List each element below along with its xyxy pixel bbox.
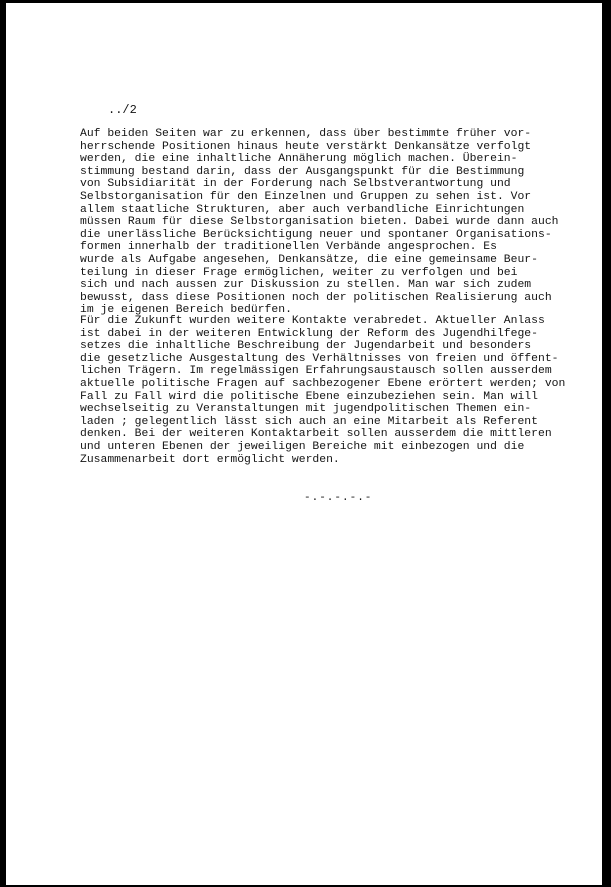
page-reference: ../2 xyxy=(108,103,137,117)
paragraph-line: sich und nach aussen zur Diskussion zu stellen. Man war sich zudem xyxy=(80,279,532,292)
paragraph-line: Fall zu Fall wird die politische Ebene einzubeziehen sein. Man will xyxy=(80,390,538,403)
paragraph-line: werden, die eine inhaltliche Annäherung möglich machen. Überein- xyxy=(80,153,518,166)
paragraph-line: wechselseitig zu Veranstaltungen mit jugendpolitischen Themen ein- xyxy=(80,403,532,416)
end-mark: -.-.-.-.- xyxy=(304,492,373,504)
paragraph-line: herrschende Positionen hinaus heute verstärkt Denkansätze verfolgt xyxy=(80,140,532,153)
paragraph-line: von Subsidiarität in der Forderung nach Selbstverantwortung und xyxy=(80,178,511,191)
paragraph-line: die gesetzliche Ausgestaltung des Verhältnisses von freien und öffent- xyxy=(80,352,559,365)
paragraph-line: im je eigenen Bereich bedürfen. xyxy=(80,304,292,317)
paragraph-line: Auf beiden Seiten war zu erkennen, dass über bestimmte früher vor- xyxy=(80,128,532,140)
paragraph-line: formen innerhalb der traditionellen Verbände angesprochen. Es xyxy=(80,241,497,254)
paragraph-line: lichen Trägern. Im regelmässigen Erfahrungsaustausch sollen ausserdem xyxy=(80,365,552,378)
paragraph-line: allem staatliche Strukturen, aber auch verbandliche Einrichtungen xyxy=(80,203,525,216)
paragraph-line: und unteren Ebenen der jeweiligen Bereiche mit einbezogen und die xyxy=(80,440,525,453)
paragraph-line: aktuelle politische Fragen auf sachbezogener Ebene erörtert werden; von xyxy=(80,377,566,390)
paragraph-line: wurde als Aufgabe angesehen, Denkansätze, die eine gemeinsame Beur- xyxy=(80,253,538,266)
paragraph-line: Für die Zukunft wurden weitere Kontakte verabredet. Aktueller Anlass xyxy=(80,315,545,327)
paragraph-line: laden ; gelegentlich lässt sich auch an eine Mitarbeit als Referent xyxy=(80,415,538,428)
paragraph-1 xyxy=(80,128,559,317)
paragraph-line: müssen Raum für diese Selbstorganisation bieten. Dabei wurde dann auch xyxy=(80,216,559,229)
paragraph-2 xyxy=(80,315,565,466)
paragraph-line: setzes die inhaltliche Beschreibung der Jugendarbeit und besonders xyxy=(80,340,532,353)
paragraph-line: die unerlässliche Berücksichtigung neuer und spontaner Organisations- xyxy=(80,228,552,241)
paragraph-line: Zusammenarbeit dort ermöglicht werden. xyxy=(80,453,340,466)
paragraph-line: Selbstorganisation für den Einzelnen und Gruppen zu sehen ist. Vor xyxy=(80,190,532,203)
paragraph-line: denken. Bei der weiteren Kontaktarbeit sollen ausserdem die mittleren xyxy=(80,428,552,441)
paragraph-line: stimmung bestand darin, dass der Ausgangspunkt für die Bestimmung xyxy=(80,165,525,178)
paragraph-line: teilung in dieser Frage ermöglichen, weiter zu verfolgen und bei xyxy=(80,266,518,279)
paragraph-line: bewusst, dass diese Positionen noch der politischen Realisierung auch xyxy=(80,291,552,304)
paragraph-line: ist dabei in der weiteren Entwicklung der Reform des Jugendhilfege- xyxy=(80,327,538,340)
